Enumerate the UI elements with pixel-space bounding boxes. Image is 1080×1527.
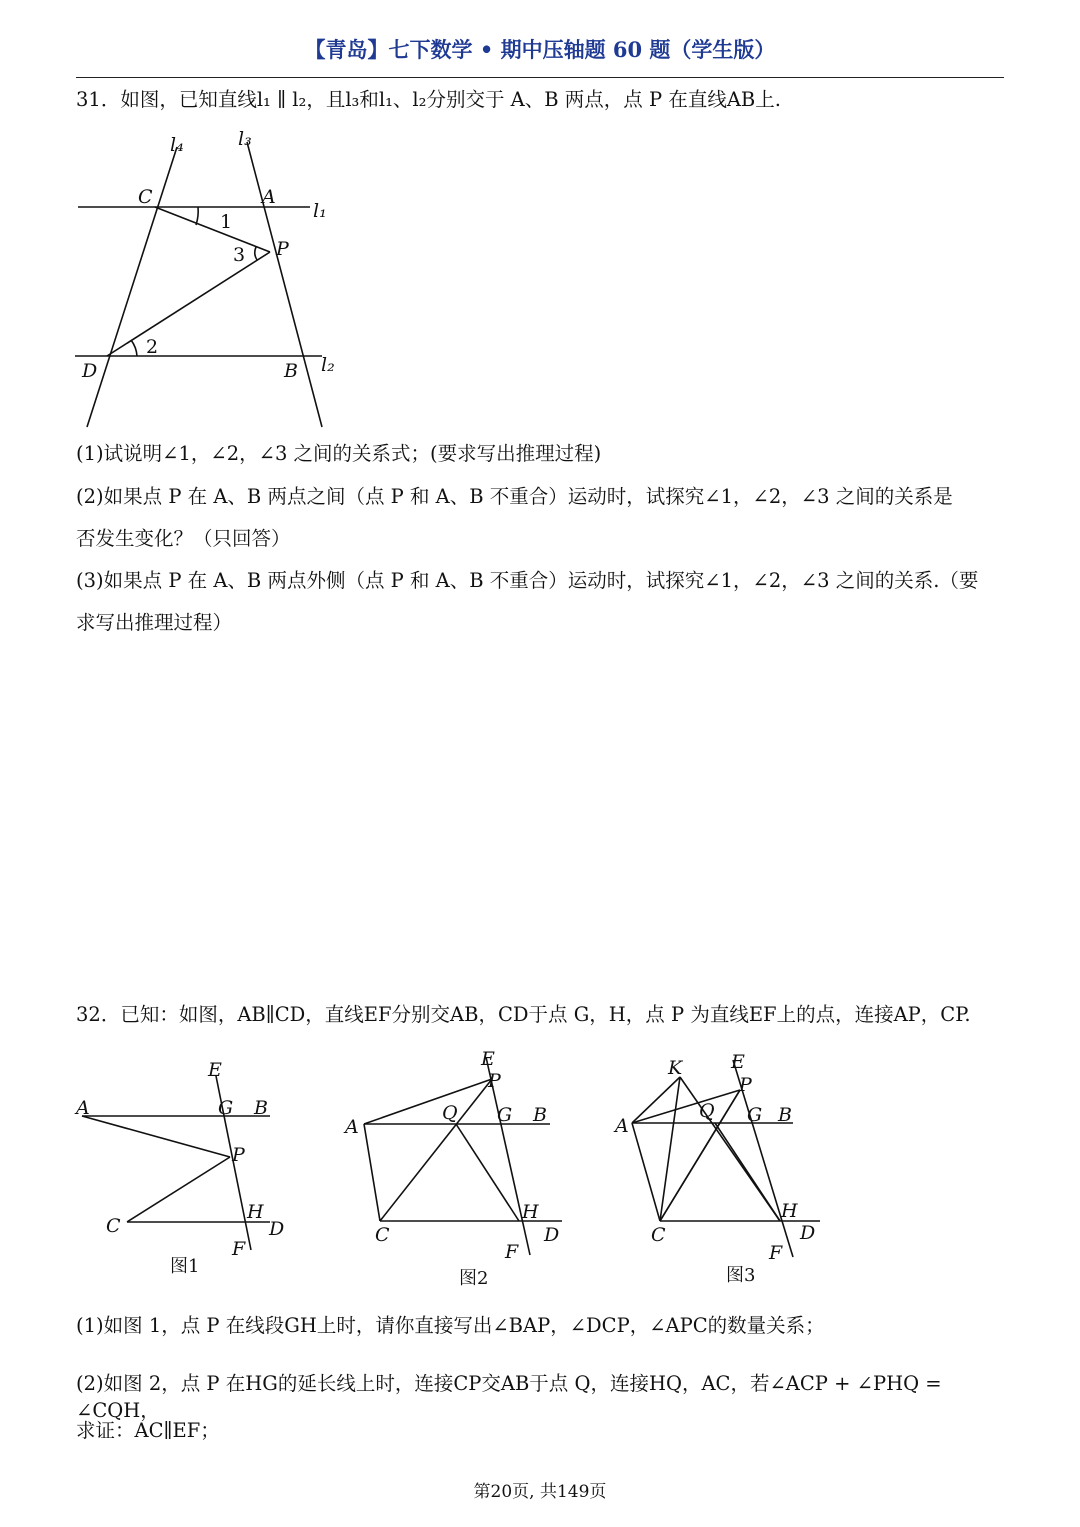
label-l4: l₄ <box>170 134 184 156</box>
label-P: P <box>276 238 289 260</box>
label-F: F <box>769 1242 783 1264</box>
label-A: A <box>262 186 276 208</box>
label-Q: Q <box>442 1102 458 1124</box>
label-G: G <box>218 1097 234 1119</box>
segment-kc <box>660 1077 680 1221</box>
label-D: D <box>269 1218 285 1240</box>
q32-figure-3 <box>605 1045 845 1290</box>
label-P: P <box>739 1074 752 1096</box>
label-D: D <box>82 360 98 382</box>
segment-kh <box>680 1077 780 1221</box>
label-A: A <box>345 1116 359 1138</box>
label-H: H <box>247 1201 264 1223</box>
label-Q: Q <box>699 1100 715 1122</box>
q32-figure-2 <box>340 1045 580 1290</box>
label-C: C <box>106 1215 121 1237</box>
label-B: B <box>778 1104 792 1126</box>
page-footer: 第20页, 共149页 <box>473 1482 607 1502</box>
figure-2-caption: 图2 <box>459 1268 489 1289</box>
segment-ac <box>632 1123 660 1221</box>
q32-figure-1 <box>70 1050 300 1290</box>
label-B: B <box>254 1097 268 1119</box>
line-l3 <box>247 142 322 427</box>
q32-part2-line2: 求证：AC∥EF； <box>76 1419 220 1442</box>
label-angle-1: 1 <box>220 211 233 233</box>
segment-qh <box>456 1124 519 1221</box>
label-B: B <box>533 1104 547 1126</box>
label-K: K <box>668 1057 683 1079</box>
label-P: P <box>232 1144 245 1166</box>
label-C: C <box>138 186 153 208</box>
label-angle-3: 3 <box>233 244 246 266</box>
label-H: H <box>781 1200 798 1222</box>
figure-3-caption: 图3 <box>726 1265 756 1286</box>
label-angle-2: 2 <box>146 336 159 358</box>
segment-ap <box>364 1079 492 1124</box>
label-l1: l₁ <box>313 200 327 222</box>
label-A: A <box>615 1115 629 1137</box>
segment-cp <box>127 1157 230 1222</box>
header-rule <box>76 77 1004 78</box>
q31-figure <box>60 125 360 435</box>
angle-1-arc <box>196 207 198 225</box>
q31-part3-line1: (3)如果点 P 在 A、B 两点外侧（点 P 和 A、B 不重合）运动时，试探究∠1，∠2，∠3 之间的关系.（要 <box>76 569 979 592</box>
q31-part2-line1: (2)如果点 P 在 A、B 两点之间（点 P 和 A、B 不重合）运动时，试探究∠1，∠2，∠3 之间的关系是 <box>76 485 953 508</box>
q31-part3-line2: 求写出推理过程） <box>76 611 233 634</box>
q31-stem: 31．如图，已知直线l₁ ∥ l₂，且l₃和l₁、l₂分别交于 A、B 两点，点 P 在直线AB上. <box>76 88 781 111</box>
label-B: B <box>284 360 298 382</box>
label-D: D <box>800 1222 816 1244</box>
figure-1-caption: 图1 <box>170 1256 200 1277</box>
label-l3: l₃ <box>238 128 252 150</box>
segment-cp <box>155 207 270 252</box>
q32-part1: (1)如图 1，点 P 在线段GH上时，请你直接写出∠BAP，∠DCP，∠APC的数量关系； <box>76 1314 825 1337</box>
q32-stem: 32．已知：如图，AB∥CD，直线EF分别交AB，CD于点 G，H，点 P 为直线EF上的点，连接AP，CP. <box>76 1003 971 1026</box>
line-l4 <box>87 147 177 427</box>
label-C: C <box>375 1224 390 1246</box>
angle-3-arc <box>255 247 257 260</box>
q31-part1: (1)试说明∠1，∠2，∠3 之间的关系式；(要求写出推理过程) <box>76 442 602 465</box>
segment-ac <box>364 1124 380 1221</box>
label-E: E <box>731 1051 745 1073</box>
segment-cp <box>380 1079 492 1221</box>
q31-part2-line2: 否发生变化？（只回答） <box>76 527 291 550</box>
label-C: C <box>651 1224 666 1246</box>
q32-part2-line1: (2)如图 2，点 P 在HG的延长线上时，连接CP交AB于点 Q，连接HQ，AC，若∠ACP + ∠PHQ = ∠CQH， <box>76 1372 942 1423</box>
label-H: H <box>522 1201 539 1223</box>
label-E: E <box>208 1059 222 1081</box>
segment-ap <box>82 1116 230 1157</box>
label-G: G <box>747 1104 763 1126</box>
label-F: F <box>232 1238 246 1260</box>
label-E: E <box>481 1048 495 1070</box>
angle-2-arc <box>131 340 137 356</box>
label-G: G <box>497 1104 513 1126</box>
label-P: P <box>488 1070 501 1092</box>
label-F: F <box>505 1241 519 1263</box>
label-A: A <box>76 1097 90 1119</box>
label-D: D <box>544 1224 560 1246</box>
page-header-title: 【青岛】七下数学 • 期中压轴题 60 题（学生版） <box>304 37 776 62</box>
label-l2: l₂ <box>321 354 335 376</box>
